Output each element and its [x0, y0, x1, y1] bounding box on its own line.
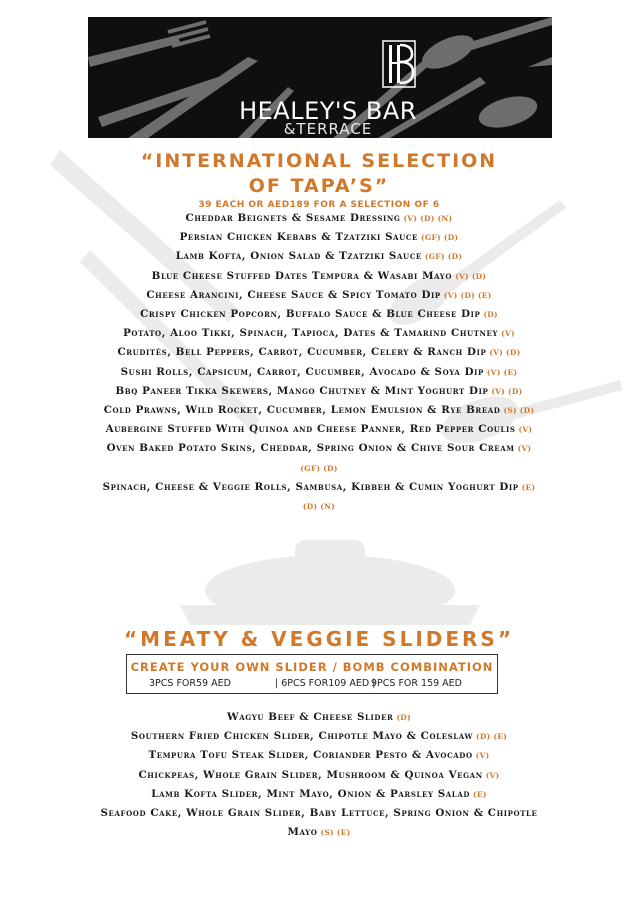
menu-item: Chickpeas, Whole Grain Slider, Mushroom & Quinoa Vegan (V): [138, 768, 500, 781]
brand-subtitle: &TERRACE: [283, 120, 373, 138]
price-3pcs: 3PCS FOR59 AED: [149, 678, 231, 689]
menu-item: Aubergine Stuffed With Quinoa and Cheese Panner, Red Pepper Coulis (V): [105, 423, 533, 436]
menu-item: Blue Cheese Stuffed Dates Tempura & Wasabi Mayo (V) (D): [151, 269, 487, 282]
menu-item: Crispy Chicken Popcorn, Buffalo Sauce & Blue Cheese Dip (D): [140, 308, 498, 321]
menu-item: Wagyu Beef & Cheese Slider (D): [227, 711, 411, 723]
tapas-price-note: 39 EACH OR AED189 FOR A SELECTION OF 6: [198, 200, 440, 210]
menu-item: Cheddar Beignets & Sesame Dressing (V) (D) (N): [185, 212, 453, 224]
tapas-list: [98, 209, 540, 516]
menu-item: Crudités, Bell Peppers, Carrot, Cucumber, Celery & Ranch Dip (V) (D): [117, 346, 521, 359]
menu-item: Tempura Tofu Steak Slider, Coriander Pesto & Avocado (V): [148, 749, 490, 762]
menu-item: Persian Chicken Kebabs & Tzatziki Sauce (GF) (D): [179, 231, 459, 244]
menu-item: Southern Fried Chicken Slider, Chipotle Mayo & Coleslaw (D) (E): [130, 730, 508, 743]
menu-item: Potato, Aloo Tikki, Spinach, Tapioca, Dates & Tamarind Chutney (V): [123, 327, 515, 340]
slider-box-title: CREATE YOUR OWN SLIDER / BOMB COMBINATION: [130, 660, 494, 674]
menu-item: Cheese Arancini, Cheese Sauce & Spicy Tomato Dip (V) (D) (E): [146, 288, 492, 301]
menu-item: Lamb Kofta Slider, Mint Mayo, Onion & Parsley Salad (E): [151, 787, 487, 800]
menu-item: Spinach, Cheese & Veggie Rolls, Sambusa, Kibbeh & Cumin Yoghurt Dip (E) (D) (N): [102, 480, 536, 512]
menu-item: Oven Baked Potato Skins, Cheddar, Spring Onion & Chive Sour Cream (V) (GF) (D): [106, 442, 532, 473]
slider-pricing-box: [126, 654, 498, 694]
brand-name: HEALEY'S BAR: [239, 97, 417, 125]
price-9pcs: 9PCS FOR 159 AED: [371, 678, 462, 689]
menu-item: Lamb Kofta, Onion Salad & Tzatziki Sauce (GF) (D): [175, 250, 463, 263]
menu-item: Sushi Rolls, Capsicum, Carrot, Cucumber, Avocado & Soya Dip (V) (E): [120, 365, 518, 378]
sliders-section-title: “MEATY & VEGGIE SLIDERS”: [124, 627, 514, 651]
menu-item: Seafood Cake, Whole Grain Slider, Baby Lettuce, Spring Onion & Chipotle Mayo (S) (E): [100, 807, 538, 839]
sliders-list: [98, 708, 540, 842]
menu-item: Cold Prawns, Wild Rocket, Cucumber, Lemon Emulsion & Rye Bread (S) (D): [103, 404, 535, 417]
tapas-section-title: “INTERNATIONAL SELECTION OF TAPA’S”: [140, 150, 498, 197]
price-6pcs: | 6PCS FOR109 AED |: [275, 678, 376, 689]
menu-item: Bbq Paneer Tikka Skewers, Mango Chutney & Mint Yoghurt Dip (V) (D): [115, 384, 523, 397]
